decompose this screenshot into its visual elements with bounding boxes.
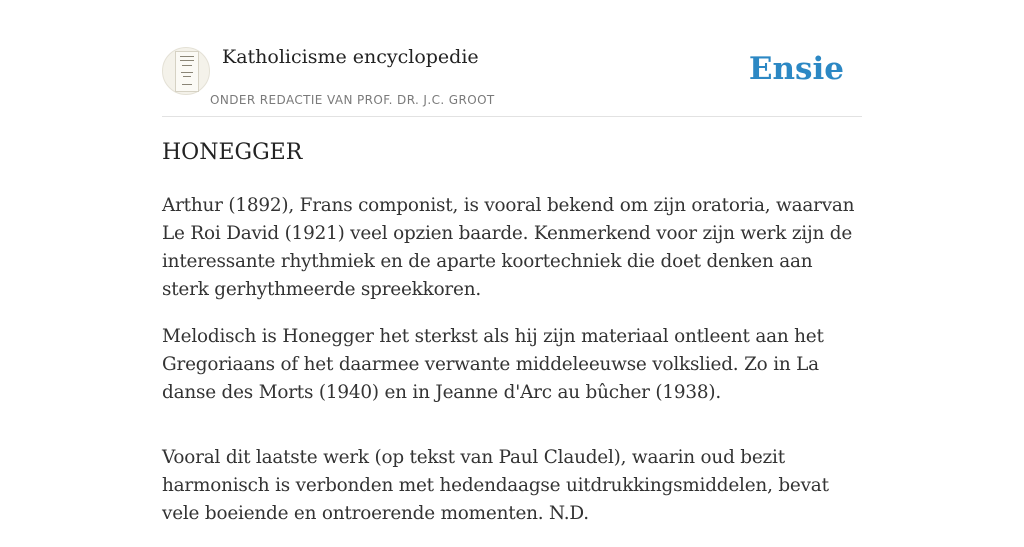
entry-paragraph: Melodisch is Honegger het sterkst als hij zijn materiaal ontleent aan het Gregoriaans of het daarmee verwante middeleeuwse volkslied. Zo in La danse des Morts (1940) en in Jeanne d'Arc au bûcher (1938). (162, 326, 824, 403)
page (162, 0, 862, 524)
entry-paragraph: Arthur (1892), Frans componist, is vooral bekend om zijn oratoria, waarvan Le Roi David (1921) veel opzien baarde. Kenmerkend voor zijn werk zijn de interessante rhythmiek en de aparte koortechniek die doet denken aan sterk gerhythmeerde spreekkoren. (162, 195, 855, 300)
book-cover-page (175, 51, 199, 92)
brand-logo-link[interactable]: Ensie (748, 51, 844, 87)
site-subtitle: ONDER REDACTIE VAN PROF. DR. J.C. GROOT (210, 93, 495, 107)
book-cover-icon[interactable] (162, 47, 210, 95)
site-header (162, 0, 862, 117)
entry-content (162, 192, 862, 547)
site-title[interactable]: Katholicisme encyclopedie (222, 46, 479, 68)
entry-title: HONEGGER (162, 140, 303, 165)
entry-paragraph: Vooral dit laatste werk (op tekst van Paul Claudel), waarin oud bezit harmonisch is verbonden met hedendaagse uitdrukkingsmiddelen, bevat vele boeiende en ontroerende momenten. N.D. (162, 447, 829, 524)
